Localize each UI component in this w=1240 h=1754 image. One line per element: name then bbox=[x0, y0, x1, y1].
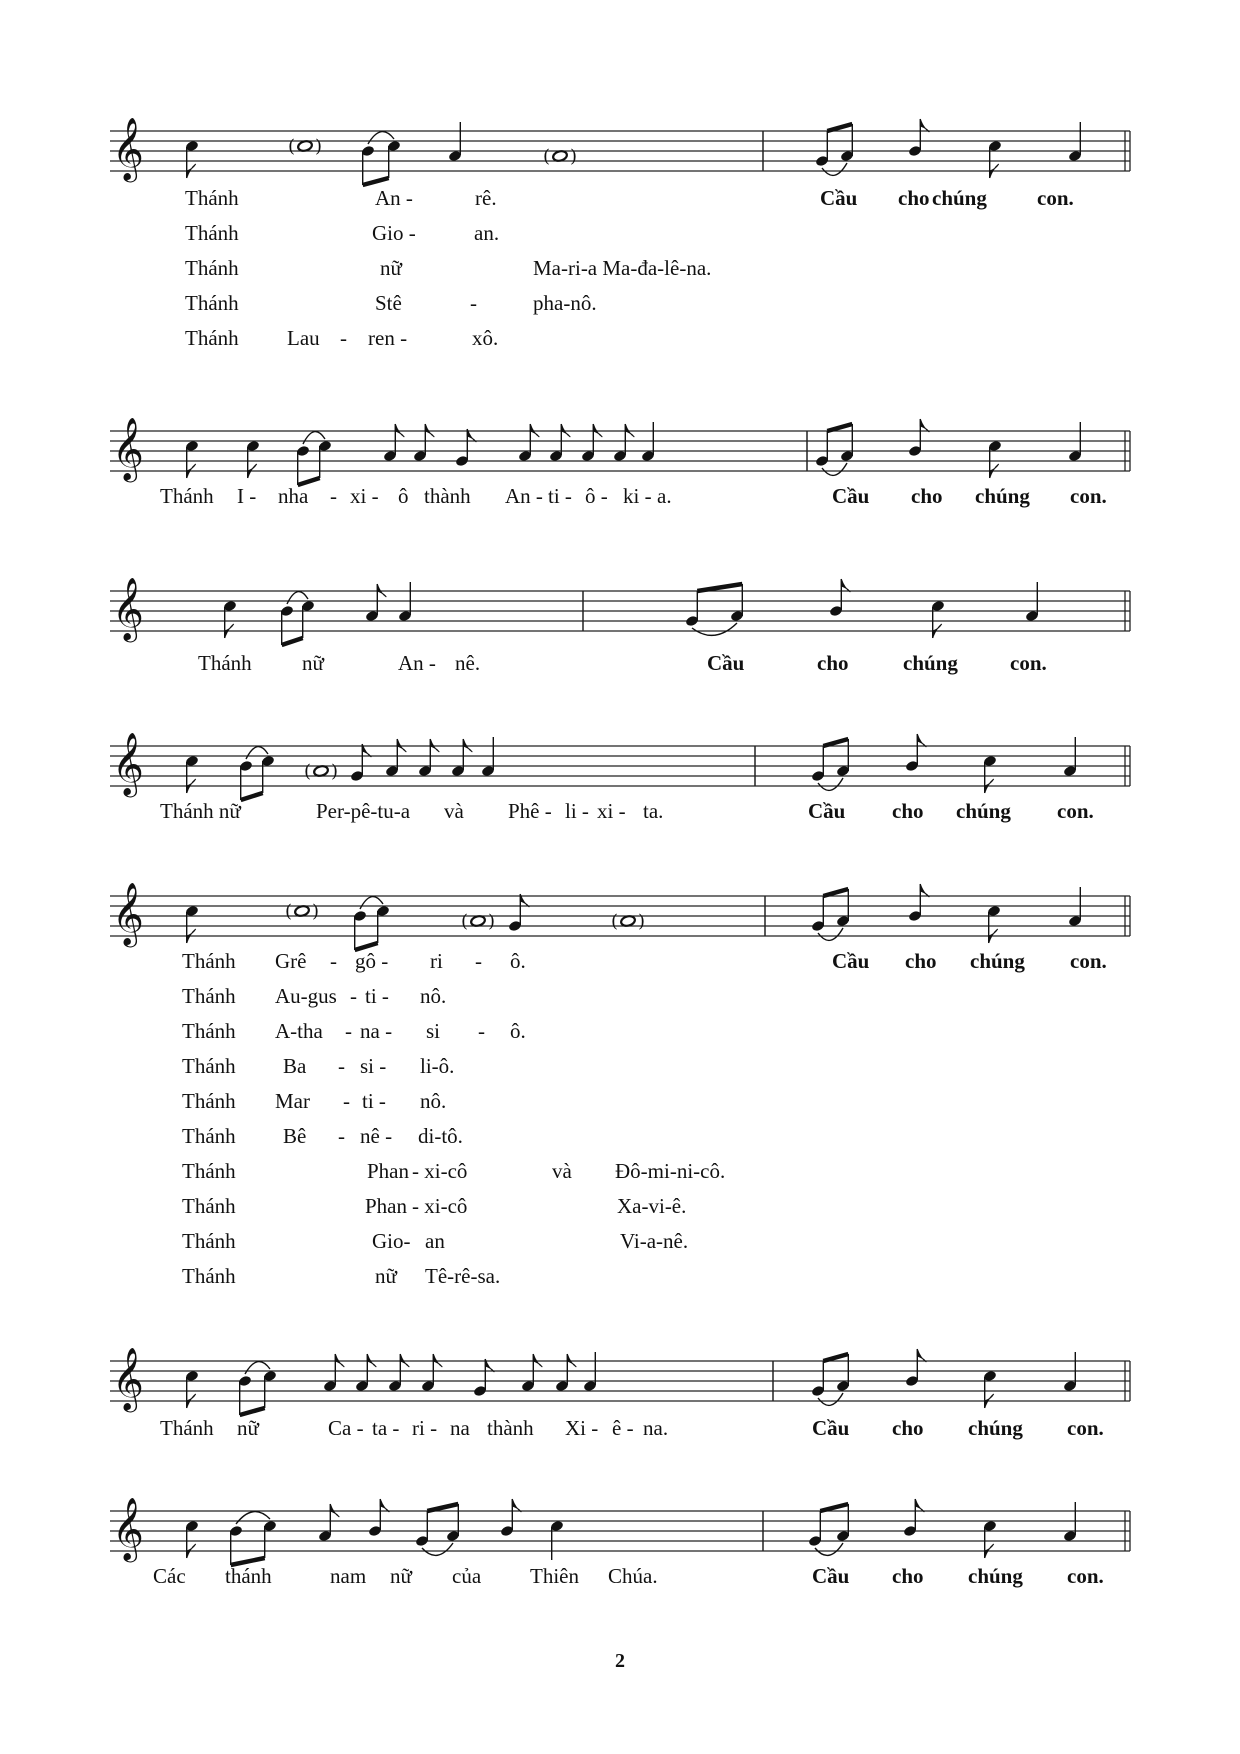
lyric-line bbox=[0, 1264, 1240, 1294]
lyric-line bbox=[0, 1194, 1240, 1224]
note-c5 bbox=[185, 755, 199, 793]
note-c5 bbox=[185, 140, 199, 178]
note-c5 bbox=[185, 905, 199, 943]
lyric-syllable: Thánh nữ bbox=[160, 799, 241, 823]
lyric-syllable: na bbox=[450, 1416, 470, 1440]
lyric-syllable: nữ bbox=[302, 651, 324, 675]
lyric-syllable: a. bbox=[657, 484, 672, 508]
lyric-line bbox=[0, 799, 1240, 829]
lyric-syllable: Thánh bbox=[185, 326, 239, 350]
note-a4 bbox=[318, 1504, 339, 1542]
note-a4 bbox=[448, 122, 462, 162]
lyric-syllable: ô bbox=[398, 484, 409, 508]
refrain-word: Cầu bbox=[820, 186, 858, 210]
refrain-word: chúng bbox=[932, 186, 987, 210]
lyric-syllable: si - bbox=[360, 1054, 387, 1078]
note-c5 bbox=[185, 1370, 199, 1408]
lyric-line bbox=[0, 256, 1240, 286]
note-g4 bbox=[815, 424, 854, 475]
note-c5 bbox=[246, 440, 260, 478]
lyric-syllable: nữ bbox=[380, 256, 402, 280]
lyric-syllable: - xi-cô bbox=[412, 1194, 468, 1218]
refrain-word: chúng bbox=[975, 484, 1030, 508]
lyric-syllable: - bbox=[478, 1019, 485, 1043]
lyric-syllable: A-tha bbox=[275, 1019, 323, 1043]
lyric-syllable: nữ bbox=[375, 1264, 397, 1288]
page-number: 2 bbox=[615, 1650, 625, 1672]
note-a4 bbox=[543, 146, 577, 167]
note-a4 bbox=[388, 1354, 409, 1392]
lyric-syllable: Thánh bbox=[185, 256, 239, 280]
note-a4 bbox=[1063, 737, 1077, 777]
treble-clef-icon: 𝄞 bbox=[112, 732, 144, 795]
lyric-line bbox=[0, 326, 1240, 356]
lyric-syllable: ren - bbox=[368, 326, 408, 350]
lyric-syllable: an. bbox=[474, 221, 500, 245]
note-b4 bbox=[353, 897, 390, 950]
lyric-syllable: - bbox=[343, 1089, 350, 1113]
treble-clef-icon: 𝄞 bbox=[112, 117, 144, 180]
lyric-line bbox=[0, 1019, 1240, 1049]
note-c5 bbox=[987, 905, 1001, 943]
lyric-syllable: Phan bbox=[367, 1159, 409, 1183]
lyric-syllable: Gio - bbox=[372, 221, 416, 245]
note-a4 bbox=[481, 737, 495, 777]
lyric-syllable: nha bbox=[278, 484, 309, 508]
note-a4 bbox=[613, 424, 634, 462]
refrain-word: cho bbox=[911, 484, 943, 508]
lyric-syllable: Mar bbox=[275, 1089, 310, 1113]
note-a4 bbox=[1063, 1352, 1077, 1392]
lyric-line bbox=[0, 1416, 1240, 1446]
lyric-syllable: Thánh bbox=[182, 1124, 236, 1148]
lyric-syllable: I - bbox=[237, 484, 257, 508]
lyric-syllable: - bbox=[338, 1124, 345, 1148]
note-g4 bbox=[815, 124, 854, 175]
lyric-line bbox=[0, 291, 1240, 321]
note-c5 bbox=[185, 440, 199, 478]
lyric-syllable: ô. bbox=[510, 949, 526, 973]
refrain-word: con. bbox=[1067, 1564, 1104, 1588]
lyric-syllable: Per-pê-tu-a bbox=[316, 799, 411, 823]
note-b4 bbox=[296, 432, 332, 485]
note-a4 bbox=[418, 739, 439, 777]
treble-clef-icon: 𝄞 bbox=[112, 882, 144, 945]
lyric-line bbox=[0, 1089, 1240, 1119]
lyric-syllable: thành bbox=[487, 1416, 534, 1440]
note-c5 bbox=[223, 600, 237, 638]
note-c5 bbox=[285, 901, 319, 922]
refrain-word: cho bbox=[905, 949, 937, 973]
lyric-syllable: ti - bbox=[548, 484, 572, 508]
note-a4 bbox=[555, 1354, 576, 1392]
lyric-syllable: ki - bbox=[623, 484, 652, 508]
lyric-syllable: ri bbox=[430, 949, 443, 973]
note-a4 bbox=[451, 739, 472, 777]
refrain-word: cho bbox=[898, 186, 930, 210]
note-a4 bbox=[518, 424, 539, 462]
lyric-syllable: nê - bbox=[360, 1124, 393, 1148]
lyric-syllable: Bê bbox=[283, 1124, 307, 1148]
note-a4 bbox=[355, 1354, 376, 1392]
lyric-syllable: Grê bbox=[275, 949, 307, 973]
svg-text:(: ( bbox=[285, 901, 293, 922]
lyric-syllable: ti - bbox=[362, 1089, 386, 1113]
lyric-syllable: Chúa. bbox=[608, 1564, 658, 1588]
note-c5 bbox=[988, 140, 1002, 178]
lyric-syllable: và bbox=[552, 1159, 572, 1183]
lyric-syllable: Thánh bbox=[182, 1054, 236, 1078]
refrain-word: con. bbox=[1037, 186, 1074, 210]
refrain-word: chúng bbox=[956, 799, 1011, 823]
refrain-word: cho bbox=[892, 1416, 924, 1440]
refrain-word: chúng bbox=[968, 1416, 1023, 1440]
note-a4 bbox=[1063, 1502, 1077, 1542]
note-b4 bbox=[238, 1362, 277, 1415]
lyric-syllable: ti - bbox=[365, 984, 389, 1008]
lyric-syllable: di-tô. bbox=[418, 1124, 463, 1148]
svg-text:): ) bbox=[312, 901, 320, 922]
lyric-syllable: Lau bbox=[287, 326, 320, 350]
note-b4 bbox=[361, 132, 401, 185]
lyric-syllable: - bbox=[338, 1054, 345, 1078]
refrain-word: Cầu bbox=[832, 484, 870, 508]
note-c5 bbox=[550, 1520, 564, 1560]
note-g4 bbox=[811, 739, 850, 790]
refrain-word: Cầu bbox=[707, 651, 745, 675]
lyric-syllable: Các bbox=[153, 1564, 186, 1588]
lyric-syllable: na - bbox=[360, 1019, 393, 1043]
note-c5 bbox=[983, 1370, 997, 1408]
lyric-syllable: Thánh bbox=[160, 484, 214, 508]
lyric-syllable: nô. bbox=[420, 1089, 447, 1113]
note-b4 bbox=[239, 747, 275, 800]
lyric-syllable: li - bbox=[565, 799, 589, 823]
lyric-line bbox=[0, 484, 1240, 514]
lyric-line bbox=[0, 221, 1240, 251]
lyric-line bbox=[0, 1229, 1240, 1259]
note-g4 bbox=[811, 1354, 850, 1405]
refrain-word: chúng bbox=[903, 651, 958, 675]
lyric-syllable: Thánh bbox=[182, 1159, 236, 1183]
lyric-syllable: ê - bbox=[612, 1416, 634, 1440]
lyric-syllable: xi - bbox=[350, 484, 379, 508]
svg-text:(: ( bbox=[461, 911, 469, 932]
lyric-syllable: Thánh bbox=[185, 291, 239, 315]
lyric-syllable: Thánh bbox=[182, 1264, 236, 1288]
refrain-word: Cầu bbox=[808, 799, 846, 823]
note-a4 bbox=[611, 911, 645, 932]
lyric-syllable: ri - bbox=[412, 1416, 438, 1440]
lyric-line bbox=[0, 1159, 1240, 1189]
lyric-syllable: ta - bbox=[372, 1416, 400, 1440]
lyric-syllable: - bbox=[475, 949, 482, 973]
refrain-word: chúng bbox=[968, 1564, 1023, 1588]
lyric-syllable: gô - bbox=[355, 949, 389, 973]
note-c5 bbox=[983, 755, 997, 793]
note-c5 bbox=[185, 1520, 199, 1558]
note-a4 bbox=[461, 911, 495, 932]
lyric-syllable: Xa-vi-ê. bbox=[617, 1194, 687, 1218]
refrain-word: cho bbox=[892, 799, 924, 823]
note-g4 bbox=[808, 1504, 850, 1555]
lyric-syllable: của bbox=[452, 1564, 482, 1588]
lyric-line bbox=[0, 1564, 1240, 1594]
note-a4 bbox=[383, 424, 404, 462]
note-g4 bbox=[811, 889, 850, 940]
lyric-syllable: ta. bbox=[643, 799, 664, 823]
note-c5 bbox=[288, 136, 322, 157]
refrain-word: cho bbox=[817, 651, 849, 675]
svg-text:): ) bbox=[638, 911, 646, 932]
note-a4 bbox=[1068, 887, 1082, 927]
lyric-syllable: - bbox=[470, 291, 477, 315]
treble-clef-icon: 𝄞 bbox=[112, 1347, 144, 1410]
note-g4 bbox=[415, 1504, 460, 1555]
lyric-syllable: nô. bbox=[420, 984, 447, 1008]
lyric-syllable: Tê-rê-sa. bbox=[425, 1264, 501, 1288]
lyric-syllable: Phan bbox=[365, 1194, 407, 1218]
refrain-word: con. bbox=[1010, 651, 1047, 675]
refrain-word: chúng bbox=[970, 949, 1025, 973]
lyric-syllable: An - bbox=[398, 651, 436, 675]
note-a4 bbox=[304, 761, 338, 782]
lyric-syllable: - bbox=[330, 484, 337, 508]
lyric-syllable: và bbox=[444, 799, 464, 823]
lyric-syllable: Stê bbox=[375, 291, 402, 315]
note-a4 bbox=[413, 424, 434, 462]
note-a4 bbox=[365, 584, 386, 622]
lyric-syllable: Thánh bbox=[185, 186, 239, 210]
note-a4 bbox=[641, 422, 655, 462]
lyric-syllable: ô - bbox=[585, 484, 608, 508]
note-g4 bbox=[685, 584, 744, 635]
refrain-word: con. bbox=[1067, 1416, 1104, 1440]
note-b4 bbox=[229, 1512, 277, 1565]
lyric-syllable: thánh bbox=[225, 1564, 272, 1588]
note-c5 bbox=[931, 600, 945, 638]
refrain-word: Cầu bbox=[812, 1564, 850, 1588]
lyric-syllable: - bbox=[330, 949, 337, 973]
refrain-word: Cầu bbox=[812, 1416, 850, 1440]
svg-text:): ) bbox=[570, 146, 578, 167]
refrain-word: Cầu bbox=[832, 949, 870, 973]
lyric-syllable: nê. bbox=[455, 651, 481, 675]
lyric-syllable: thành bbox=[424, 484, 471, 508]
lyric-line bbox=[0, 1124, 1240, 1154]
refrain-word: cho bbox=[892, 1564, 924, 1588]
lyric-syllable: Thánh bbox=[185, 221, 239, 245]
note-a4 bbox=[583, 1352, 597, 1392]
lyric-syllable: Thánh bbox=[182, 1194, 236, 1218]
lyric-syllable: Gio- bbox=[372, 1229, 411, 1253]
svg-text:(: ( bbox=[611, 911, 619, 932]
lyric-syllable: Vi-a-nê. bbox=[620, 1229, 689, 1253]
lyric-syllable: xi - bbox=[597, 799, 626, 823]
svg-text:(: ( bbox=[543, 146, 551, 167]
lyric-syllable: rê. bbox=[475, 186, 497, 210]
lyric-syllable: Thánh bbox=[160, 1416, 214, 1440]
lyric-syllable: Ca - bbox=[328, 1416, 364, 1440]
lyric-syllable: an bbox=[425, 1229, 445, 1253]
lyric-syllable: Thánh bbox=[182, 1229, 236, 1253]
lyric-syllable: nữ bbox=[237, 1416, 259, 1440]
lyric-syllable: Thánh bbox=[182, 1019, 236, 1043]
lyric-syllable: - bbox=[340, 326, 347, 350]
svg-text:): ) bbox=[315, 136, 323, 157]
svg-text:): ) bbox=[331, 761, 339, 782]
treble-clef-icon: 𝄞 bbox=[112, 577, 144, 640]
note-a4 bbox=[323, 1354, 344, 1392]
svg-text:(: ( bbox=[288, 136, 296, 157]
note-a4 bbox=[1068, 422, 1082, 462]
note-a4 bbox=[549, 424, 570, 462]
lyric-line bbox=[0, 651, 1240, 681]
note-c5 bbox=[983, 1520, 997, 1558]
lyric-syllable: xô. bbox=[472, 326, 499, 350]
lyric-syllable: - bbox=[345, 1019, 352, 1043]
lyric-syllable: - xi-cô bbox=[412, 1159, 468, 1183]
lyric-syllable: pha-nô. bbox=[533, 291, 597, 315]
lyric-syllable: Đô-mi-ni-cô. bbox=[615, 1159, 726, 1183]
lyric-syllable: Thánh bbox=[182, 984, 236, 1008]
lyric-syllable: si bbox=[426, 1019, 441, 1043]
lyric-syllable: Xi - bbox=[565, 1416, 599, 1440]
lyric-line bbox=[0, 984, 1240, 1014]
lyric-syllable: Thánh bbox=[198, 651, 252, 675]
lyric-syllable: ô. bbox=[510, 1019, 526, 1043]
lyric-line bbox=[0, 949, 1240, 979]
svg-text:(: ( bbox=[304, 761, 312, 782]
treble-clef-icon: 𝄞 bbox=[112, 1497, 144, 1560]
lyric-syllable: nữ bbox=[390, 1564, 412, 1588]
lyric-syllable: Au-gus bbox=[275, 984, 337, 1008]
lyric-line bbox=[0, 186, 1240, 216]
lyric-syllable: Thánh bbox=[182, 1089, 236, 1113]
refrain-word: con. bbox=[1057, 799, 1094, 823]
lyric-syllable: li-ô. bbox=[420, 1054, 455, 1078]
note-a4 bbox=[385, 739, 406, 777]
lyric-syllable: - bbox=[350, 984, 357, 1008]
lyric-syllable: Thánh bbox=[182, 949, 236, 973]
note-a4 bbox=[581, 424, 602, 462]
lyric-syllable: An - bbox=[505, 484, 543, 508]
lyric-syllable: Ba bbox=[283, 1054, 307, 1078]
lyric-syllable: Phê - bbox=[508, 799, 552, 823]
note-b4 bbox=[280, 592, 315, 645]
note-a4 bbox=[1025, 582, 1039, 622]
note-a4 bbox=[521, 1354, 542, 1392]
lyric-syllable: na. bbox=[643, 1416, 669, 1440]
refrain-word: con. bbox=[1070, 949, 1107, 973]
lyric-syllable: An - bbox=[375, 186, 413, 210]
note-a4 bbox=[398, 582, 412, 622]
lyric-syllable: nam bbox=[330, 1564, 367, 1588]
note-a4 bbox=[421, 1354, 442, 1392]
refrain-word: con. bbox=[1070, 484, 1107, 508]
note-c5 bbox=[988, 440, 1002, 478]
treble-clef-icon: 𝄞 bbox=[112, 417, 144, 480]
svg-text:): ) bbox=[488, 911, 496, 932]
note-a4 bbox=[1068, 122, 1082, 162]
lyric-syllable: Thiên bbox=[530, 1564, 579, 1588]
lyric-line bbox=[0, 1054, 1240, 1084]
lyric-syllable: Ma-ri-a Ma-đa-lê-na. bbox=[533, 256, 712, 280]
